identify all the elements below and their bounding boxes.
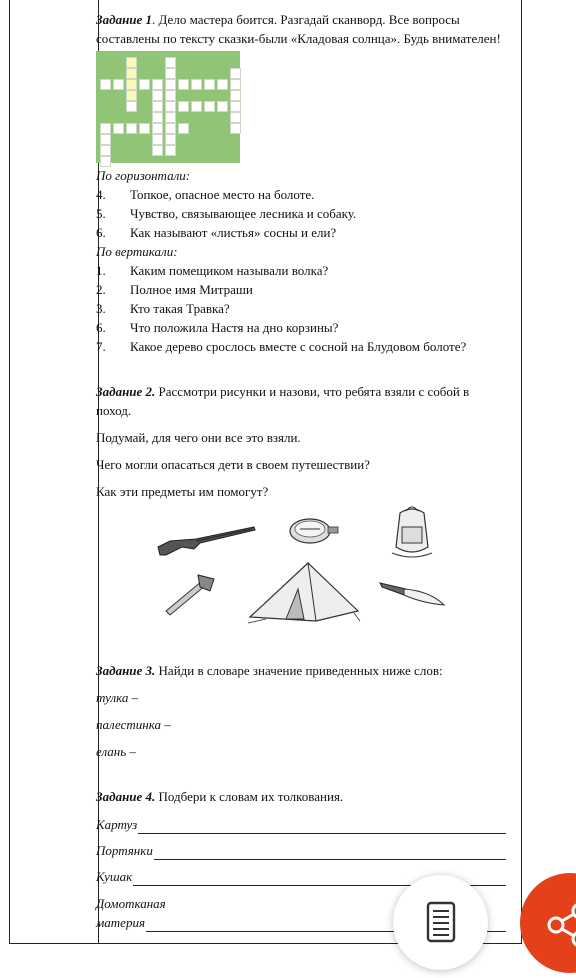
task4-word-1: Картуз [96, 817, 138, 832]
share-button[interactable] [520, 873, 576, 973]
crossword-cell [152, 145, 163, 156]
list-item [96, 280, 506, 299]
crossword-cell [217, 79, 228, 90]
item-number: 6. [96, 320, 106, 335]
answer-line [96, 834, 506, 860]
horizontal-questions [96, 185, 506, 242]
crossword-cell [139, 123, 150, 134]
item-text: Топкое, опасное место на болоте. [130, 187, 315, 202]
crossword-cell [113, 123, 124, 134]
task3-word-2: палестинка – [96, 717, 171, 732]
task1-text: . Дело мастера боится. Разгадай сканворд. Все вопросы составлены по тексту сказки-были «Кладовая солнца». Будь внимателен! [96, 12, 501, 46]
task2-question-3: Как эти предметы им помогут? [96, 484, 269, 499]
task3-word-3: елань – [96, 744, 136, 759]
crossword-cell [230, 123, 241, 134]
item-number: 4. [96, 187, 106, 202]
crossword-cell [152, 123, 163, 134]
crossword-cell [230, 101, 241, 112]
crossword-grid [96, 51, 240, 163]
crossword-cell [100, 156, 111, 167]
crossword-cell [230, 68, 241, 79]
list-item [96, 223, 506, 242]
crossword-cell [191, 101, 202, 112]
crossword-cell [139, 79, 150, 90]
item-text: Чувство, связывающее лесника и собаку. [130, 206, 357, 221]
tent-icon [246, 559, 362, 625]
list-item [96, 337, 506, 356]
list-item [96, 185, 506, 204]
item-number: 2. [96, 282, 106, 297]
task2-question-1: Подумай, для чего они все это взяли. [96, 430, 301, 445]
vertical-questions [96, 261, 506, 356]
crossword-cell [100, 123, 111, 134]
task4-intro [96, 787, 506, 806]
task2-intro [96, 382, 506, 420]
crossword-cell [152, 134, 163, 145]
vertical-label: По вертикали: [96, 244, 178, 259]
task4-word-3: Кушак [96, 869, 133, 884]
knife-icon [378, 577, 448, 611]
item-number: 1. [96, 263, 106, 278]
item-number: 6. [96, 225, 106, 240]
crossword-cell [152, 112, 163, 123]
crossword-cell [165, 145, 176, 156]
horizontal-label: По горизонтали: [96, 168, 191, 183]
crossword-cell [165, 112, 176, 123]
crossword-cell [165, 101, 176, 112]
item-text: Каким помещиком называли волка? [130, 263, 329, 278]
crossword-cell [165, 79, 176, 90]
crossword-cell [152, 79, 163, 90]
crossword-cell [204, 101, 215, 112]
task4-text: Подбери к словам их толкования. [155, 789, 344, 804]
task1-heading: Задание 1 [96, 12, 153, 27]
crossword-cell [126, 68, 137, 79]
item-text: Что положила Настя на дно корзины? [130, 320, 339, 335]
crossword-cell [191, 79, 202, 90]
task2-heading: Задание 2. [96, 384, 156, 399]
crossword-cell [217, 101, 228, 112]
item-text: Кто такая Травка? [130, 301, 230, 316]
crossword-cell [126, 90, 137, 101]
crossword-cell [126, 57, 137, 68]
task3-word-1: тулка – [96, 690, 139, 705]
crossword-cell [230, 90, 241, 101]
list-item [96, 318, 506, 337]
crossword-cell [178, 79, 189, 90]
crossword-cell [165, 90, 176, 101]
crossword-cell [126, 123, 137, 134]
crossword-cell [113, 79, 124, 90]
item-text: Полное имя Митраши [130, 282, 253, 297]
axe-icon [162, 571, 222, 617]
crossword-cell [165, 57, 176, 68]
rifle-icon [156, 519, 256, 559]
worksheet-content [96, 10, 506, 932]
crossword-cell [230, 112, 241, 123]
compass-icon [284, 513, 344, 553]
crossword-cell [178, 123, 189, 134]
crossword-cell [178, 101, 189, 112]
crossword-cell [126, 101, 137, 112]
crossword-cell [152, 90, 163, 101]
list-item [96, 204, 506, 223]
item-text: Как называют «листья» сосны и ели? [130, 225, 337, 240]
item-number: 7. [96, 339, 106, 354]
blank-rule [154, 846, 506, 860]
crossword-cell [165, 123, 176, 134]
crossword-cell [165, 68, 176, 79]
task2-text: Рассмотри рисунки и назови, что ребята взяли с собой в поход. [96, 384, 470, 418]
crossword-cell [126, 79, 137, 90]
document-icon [393, 875, 488, 970]
task4-heading: Задание 4. [96, 789, 156, 804]
equipment-pictures [96, 511, 506, 641]
task4-word-2: Портянки [96, 843, 153, 858]
item-number: 5. [96, 206, 106, 221]
list-item [96, 261, 506, 280]
crossword-cell [152, 101, 163, 112]
crossword-cell [204, 79, 215, 90]
crossword-cell [100, 79, 111, 90]
crossword-cell [100, 145, 111, 156]
task3-intro [96, 661, 506, 680]
blank-rule [138, 820, 506, 834]
crossword-cell [100, 134, 111, 145]
task2-question-2: Чего могли опасаться дети в своем путешествии? [96, 457, 370, 472]
backpack-icon [382, 503, 442, 563]
task4-word-4-line1: Домотканая [96, 896, 166, 911]
item-number: 3. [96, 301, 106, 316]
task3-heading: Задание 3. [96, 663, 156, 678]
task3-text: Найди в словаре значение приведенных ниже слов: [155, 663, 443, 678]
list-item [96, 299, 506, 318]
crossword-cell [165, 134, 176, 145]
item-text: Какое дерево срослось вместе с сосной на Блудовом болоте? [130, 339, 467, 354]
crossword-cell [230, 79, 241, 90]
task4-word-4-line2: материя [96, 915, 145, 930]
answer-line [96, 814, 506, 834]
share-icon [520, 873, 576, 973]
document-button[interactable] [393, 875, 488, 970]
task1-intro [96, 10, 506, 48]
